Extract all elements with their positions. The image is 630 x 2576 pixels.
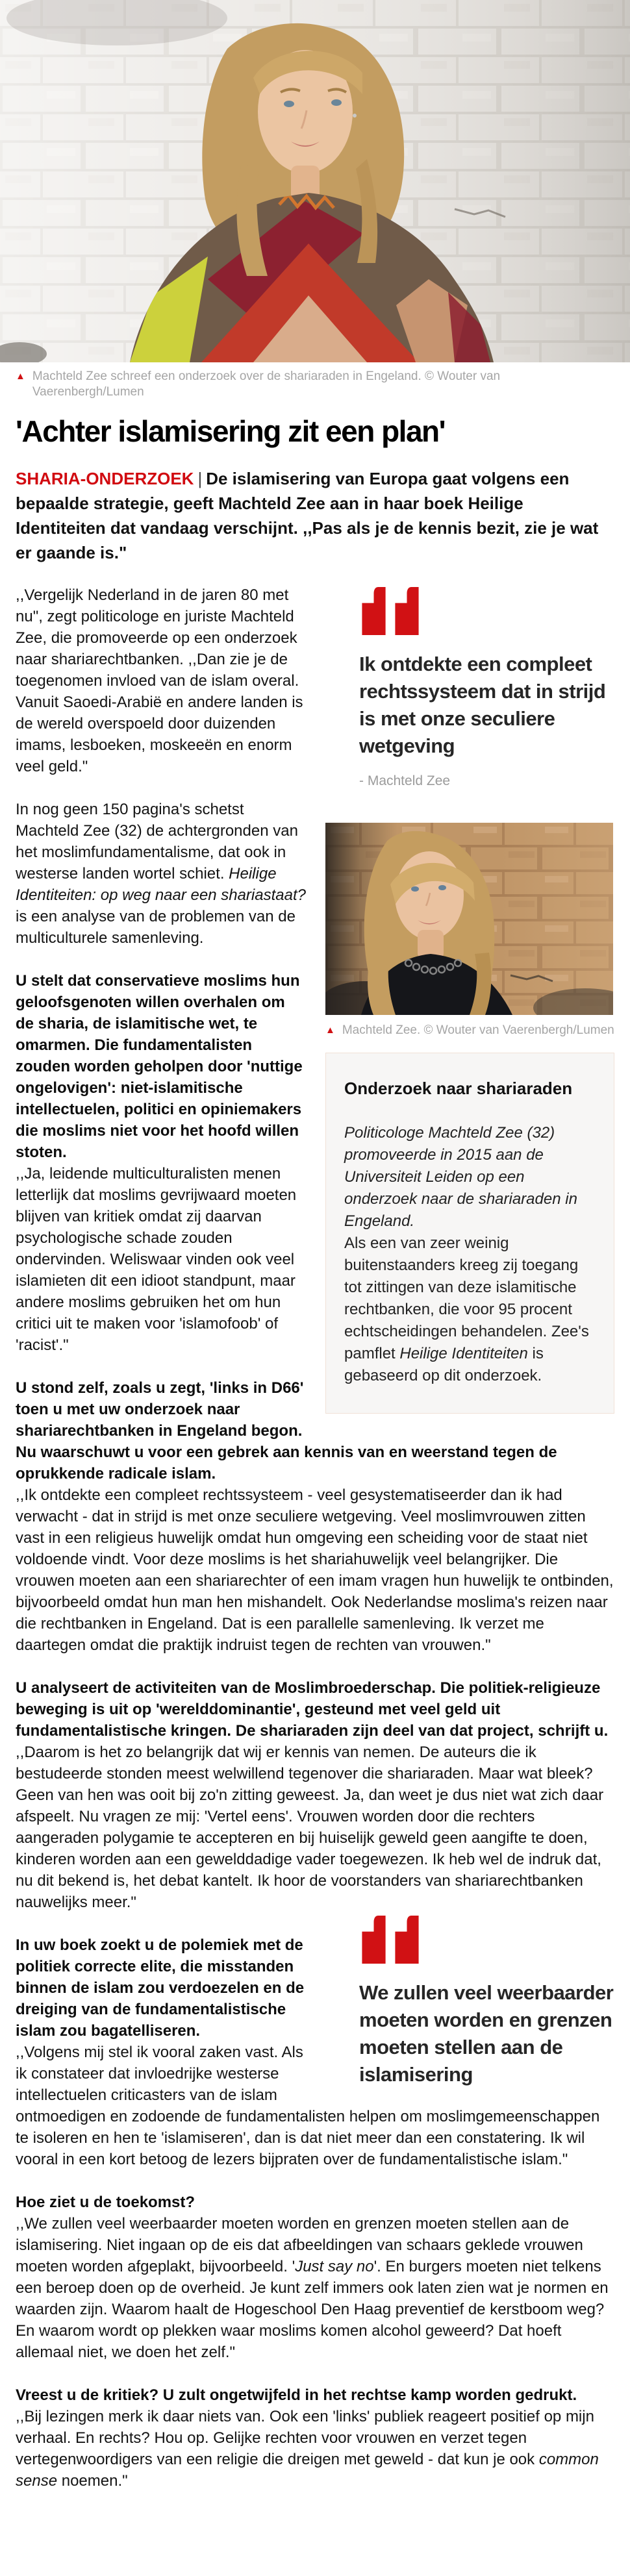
portrait-caption [325, 1015, 614, 1038]
hero-photo [0, 0, 630, 362]
pullquote-2 [325, 1916, 614, 2088]
pullquote-1 [325, 587, 614, 792]
label-separator: | [197, 469, 203, 488]
article-paragraph: ,,Daarom is het zo belangrijk dat wij er kennis van nemen. De auteurs die ik bestudeerde stonden meest welwillend tegenover die shariaraden. Maar wat bleek? Geen van hen was ooit bij zo'n zitting geweest. Ja, dan weet je dus niet wat zich daar afspeelt. Nu vragen ze mij: 'Vertel eens'. Vrouwen worden door die rechters aangeraden polygamie te accepteren en bij huiselijk geweld geen aangifte te doen, kinderen worden aan een gewelddadige vader toegewezen. Ik heb wel de indruk dat, nu dit bekend is, het debat kantelt. Ik hoor de voorstanders van shariarechtbanken nauwelijks meer." [16, 1744, 604, 1911]
article-paragraph: ,,Ja, leidende multiculturalisten menen letterlijk dat moslims gevrijwaard moeten blijven van kritiek omdat zij daarvan psychologische schade zouden ondervinden. Weliswaar vinden ook veel islamieten dit een idioot standpunt, maar andere moslims gebruiken het om hun critici uit te maken voor 'islamofoob' of 'racist'." [16, 1165, 297, 1354]
article-paragraph: ,,Ik ontdekte een compleet rechtssysteem - veel gesystematiseerder dan ik had verwacht - dat in strijd is met onze seculiere wetgeving. Veel moslimvrouwen zitten vast in een religieus huwelijk omdat hun omgeving een scheiding voor de staat niet voldoende vindt. Voor deze moslims is het shariahuwelijk veel belangrijker. Die vrouwen moeten aan een shariarechter of een imam vragen hun huwelijk te ontbinden, bijvoorbeeld omdat hun man hen mishandelt. Ook Nederlandse moslima's reizen naar die rechtbanken in Engeland. Dat is een parallelle samenleving. Ik verzet me daartegen omdat die praktijk indruist tegen de rechten van vrouwen." [16, 1486, 614, 1654]
portrait-photo [325, 823, 613, 1015]
interview-question: Vreest u de kritiek? U zult ongetwijfeld in het rechtse kamp worden gedrukt. [16, 2386, 577, 2404]
pullquote-attribution: - Machteld Zee [359, 773, 451, 788]
intro-text: De islamisering van Europa gaat volgens een bepaalde strategie, geeft Machteld Zee aan in haar boek Heilige Identiteiten dat vandaag verschijnt. ,,Pas als je de kennis bezit, zie je wat er gaande is." [16, 469, 599, 562]
interview-question: Hoe ziet u de toekomst? [16, 2194, 195, 2211]
quote-icon [359, 587, 614, 635]
right-column-2 [325, 1916, 614, 2088]
article-paragraph: ,,We zullen veel weerbaarder moeten worden en grenzen moeten stellen aan de islamisering. Niet ingaan op de eis dat afbeeldingen van schaars geklede vrouwen moeten worden afgeplakt, bijvoorbeeld. 'Just say no'. En burgers moeten niet telkens een beroep doen op de overheid. Je kunt zelf immers ook laten zien wat je normen en waarden zijn. Waarom haalt de Hogeschool Den Haag preventief de kerstboom weg? En waarom wordt op plekken waar moslims komen alcohol geweerd? Dat hoeft allemaal niet, we doen het zelf." [16, 2215, 609, 2361]
caption-marker-icon: ▲ [16, 371, 25, 382]
right-column [325, 587, 614, 1414]
article-paragraph: ,,Volgens mij stel ik vooral zaken vast. Als ik constateer dat invloedrijke westerse intellectuelen criticasters van de islam ontmoedigen en zodoende de fundamentalisten helpen om moslimgemeenschappen te isoleren en hen te 'islamiseren', dan is dat niet meer dan een constatering. Ik wil vooral in een kort betoog de lezers bijpraten over de fundamentalistische islam." [16, 2044, 600, 2168]
category-label: SHARIA-ONDERZOEK [16, 469, 194, 488]
infobox-body: Als een van zeer weinig buitenstaanders kreeg zij toegang tot zittingen van deze islamitische rechtbanken, die voor 95 procent echtscheidingen behandelen. Zee's pamflet Heilige Identiteiten is gebaseerd op dit onderzoek. [344, 1234, 589, 1384]
interview-question: U stelt dat conservatieve moslims hun geloofsgenoten willen overhalen om de sharia, de islamitische wet, te omarmen. Die fundamentalisten zouden worden geholpen door 'nuttige ongelovigen': niet-islamitische intellectuelen, politici en opiniemakers die moslims niet voor het hoofd willen stoten. [16, 972, 303, 1161]
portrait-caption-text: Machteld Zee. © Wouter van Vaerenbergh/Lumen [342, 1023, 614, 1037]
infobox-lead: Politicologe Machteld Zee (32) promoveerde in 2015 aan de Universiteit Leiden op een onderzoek naar de shariaraden in Engeland. [344, 1124, 577, 1230]
article-paragraph: In nog geen 150 pagina's schetst Machteld Zee (32) de achtergronden van het moslimfundamentalisme, dat ook in westerse landen wortel schiet. Heilige Identiteiten: op weg naar een shariastaat? is een analyse van de problemen van de multiculturele samenleving. [16, 801, 306, 947]
pullquote-text: Ik ontdekte een compleet rechtssysteem dat in strijd is met onze seculiere wetgeving [359, 653, 606, 757]
interview-question: In uw boek zoekt u de polemiek met de politiek correcte elite, die misstanden binnen de islam zou verdoezelen en de dreiging van de fundamentalistische islam zou bagatelliseren. [16, 1936, 305, 2040]
hero-caption-text: Machteld Zee schreef een onderzoek over de shariaraden in Engeland. © Wouter van Vaerenbergh/Lumen [32, 369, 501, 399]
portrait-figure [325, 823, 614, 1038]
article-paragraph: ,,Bij lezingen merk ik daar niets van. Ook een 'links' publiek reageert positief op mijn verhaal. En rechts? Hou op. Gelijke rechten voor vrouwen en verzet tegen vertegenwoordigers van een religie die dreigen met geweld - dat kun je ook common sense noemen." [16, 2408, 599, 2490]
interview-question: U stond zelf, zoals u zegt, 'links in D66' toen u met uw onderzoek naar shariarechtbanken in Engeland begon. Nu waarschuwt u voor een gebrek aan kennis van en weerstand tegen de oprukkende radicale islam. [16, 1379, 557, 1482]
intro-paragraph [16, 466, 614, 565]
infobox [325, 1053, 614, 1414]
quote-icon [359, 1916, 614, 1964]
article-paragraph: ,,Vergelijk Nederland in de jaren 80 met nu", zegt politicologe en juriste Machteld Zee, die promoveerde op een onderzoek naar shariarechtbanken. ,,Dan zie je de toegenomen invloed van de islam overal. Vanuit Saoedi-Arabië en andere landen is de wereld overspoeld door duizenden imams, lesboeken, moskeeën en enorm veel geld." [16, 586, 303, 775]
hero-caption [0, 362, 630, 403]
pullquote-text: We zullen veel weerbaarder moeten worden en grenzen moeten stellen aan de islamisering [359, 1981, 614, 2086]
caption-marker-icon: ▲ [325, 1025, 335, 1036]
interview-question: U analyseert de activiteiten van de Moslimbroederschap. Die politiek-religieuze beweging is uit op 'werelddominantie', gesteund met veel geld uit fundamentalistische kringen. De shariaraden zijn deel van dat project, schrijft u. [16, 1679, 609, 1740]
page-title: 'Achter islamisering zit een plan' [16, 414, 446, 448]
infobox-title: Onderzoek naar shariaraden [344, 1079, 573, 1098]
article-body [16, 584, 614, 2492]
hero-figure [0, 0, 630, 403]
